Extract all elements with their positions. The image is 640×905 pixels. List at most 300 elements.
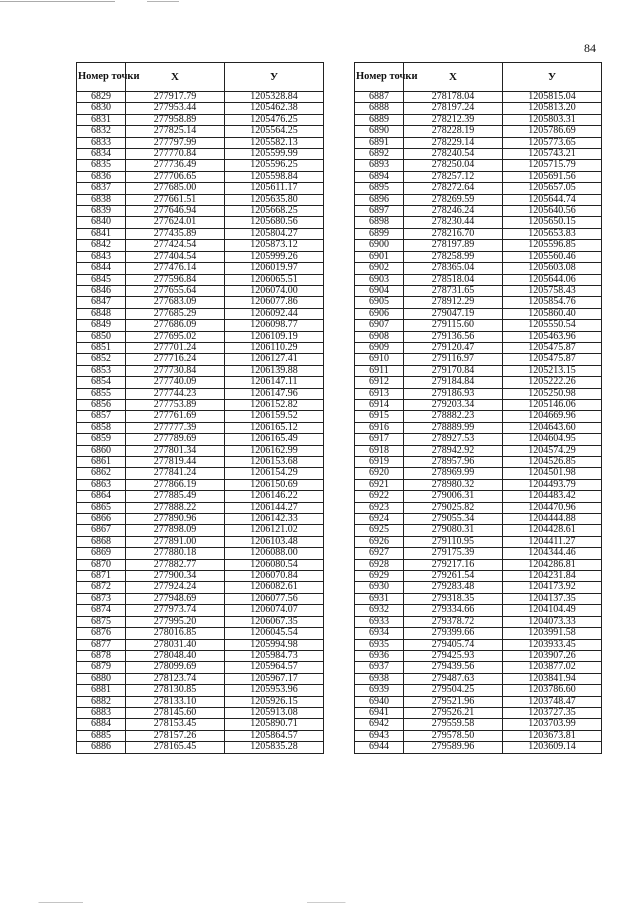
x-coordinate-cell: 279261.54 (404, 571, 503, 582)
y-coordinate-cell: 1205644.74 (503, 194, 602, 205)
table-row (77, 160, 324, 171)
x-coordinate-cell: 277958.89 (126, 114, 225, 125)
table-row (355, 308, 602, 319)
y-coordinate-cell: 1206159.52 (225, 411, 324, 422)
header-point-number: Номер точки (77, 63, 126, 92)
y-coordinate-cell: 1204104.49 (503, 605, 602, 616)
point-number-cell: 6899 (355, 228, 404, 239)
y-coordinate-cell: 1205463.96 (503, 331, 602, 342)
x-coordinate-cell: 278216.70 (404, 228, 503, 239)
y-coordinate-cell: 1205984.73 (225, 650, 324, 661)
point-number-cell: 6892 (355, 149, 404, 160)
point-number-cell: 6839 (77, 206, 126, 217)
point-number-cell: 6903 (355, 274, 404, 285)
table-row (77, 114, 324, 125)
x-coordinate-cell: 278197.24 (404, 103, 503, 114)
table-row (355, 365, 602, 376)
y-coordinate-cell: 1203727.35 (503, 707, 602, 718)
y-coordinate-cell: 1204428.61 (503, 525, 602, 536)
point-number-cell: 6937 (355, 662, 404, 673)
table-row (77, 388, 324, 399)
point-number-cell: 6856 (77, 399, 126, 410)
table-row (77, 673, 324, 684)
point-number-cell: 6921 (355, 479, 404, 490)
point-number-cell: 6915 (355, 411, 404, 422)
point-number-cell: 6933 (355, 616, 404, 627)
y-coordinate-cell: 1206074.00 (225, 285, 324, 296)
y-coordinate-cell: 1204231.84 (503, 571, 602, 582)
y-coordinate-cell: 1206070.84 (225, 571, 324, 582)
y-coordinate-cell: 1204574.29 (503, 445, 602, 456)
x-coordinate-cell: 278123.74 (126, 673, 225, 684)
x-coordinate-cell: 279405.74 (404, 639, 503, 650)
point-number-cell: 6935 (355, 639, 404, 650)
y-coordinate-cell: 1205599.99 (225, 149, 324, 160)
table-row (355, 149, 602, 160)
y-coordinate-cell: 1205994.98 (225, 639, 324, 650)
y-coordinate-cell: 1206092.44 (225, 308, 324, 319)
x-coordinate-cell: 278250.04 (404, 160, 503, 171)
table-row (77, 308, 324, 319)
x-coordinate-cell: 279504.25 (404, 685, 503, 696)
x-coordinate-cell: 278969.99 (404, 468, 503, 479)
table-row (77, 365, 324, 376)
y-coordinate-cell: 1205813.20 (503, 103, 602, 114)
x-coordinate-cell: 277770.84 (126, 149, 225, 160)
table-row (355, 399, 602, 410)
point-number-cell: 6916 (355, 422, 404, 433)
y-coordinate-cell: 1206077.86 (225, 297, 324, 308)
y-coordinate-cell: 1205926.15 (225, 696, 324, 707)
point-number-cell: 6939 (355, 685, 404, 696)
y-coordinate-cell: 1203609.14 (503, 742, 602, 753)
point-number-cell: 6898 (355, 217, 404, 228)
table-row (77, 285, 324, 296)
x-coordinate-cell: 279025.82 (404, 502, 503, 513)
y-coordinate-cell: 1205564.25 (225, 126, 324, 137)
point-number-cell: 6927 (355, 548, 404, 559)
y-coordinate-cell: 1205611.17 (225, 183, 324, 194)
x-coordinate-cell: 278133.10 (126, 696, 225, 707)
point-number-cell: 6835 (77, 160, 126, 171)
point-number-cell: 6849 (77, 320, 126, 331)
x-coordinate-cell: 277825.14 (126, 126, 225, 137)
point-number-cell: 6932 (355, 605, 404, 616)
table-row (77, 616, 324, 627)
y-coordinate-cell: 1205967.17 (225, 673, 324, 684)
point-number-cell: 6837 (77, 183, 126, 194)
x-coordinate-cell: 277801.34 (126, 445, 225, 456)
y-coordinate-cell: 1203877.02 (503, 662, 602, 673)
x-coordinate-cell: 278272.64 (404, 183, 503, 194)
table-row (355, 571, 602, 582)
table-row (355, 457, 602, 468)
point-number-cell: 6865 (77, 502, 126, 513)
point-number-cell: 6902 (355, 263, 404, 274)
table-row (77, 354, 324, 365)
x-coordinate-cell: 278031.40 (126, 639, 225, 650)
y-coordinate-cell: 1205854.76 (503, 297, 602, 308)
y-coordinate-cell: 1204173.92 (503, 582, 602, 593)
page-number: 84 (584, 41, 596, 55)
x-coordinate-cell: 277882.77 (126, 559, 225, 570)
table-row (355, 183, 602, 194)
table-row (355, 685, 602, 696)
x-coordinate-cell: 278230.44 (404, 217, 503, 228)
y-coordinate-cell: 1205864.57 (225, 730, 324, 741)
table-row (77, 514, 324, 525)
point-number-cell: 6928 (355, 559, 404, 570)
x-coordinate-cell: 277706.65 (126, 171, 225, 182)
y-coordinate-cell: 1205786.69 (503, 126, 602, 137)
point-number-cell: 6833 (77, 137, 126, 148)
x-coordinate-cell: 279399.66 (404, 628, 503, 639)
point-number-cell: 6885 (77, 730, 126, 741)
table-row (355, 662, 602, 673)
point-number-cell: 6901 (355, 251, 404, 262)
y-coordinate-cell: 1205476.25 (225, 114, 324, 125)
y-coordinate-cell: 1204137.35 (503, 593, 602, 604)
y-coordinate-cell: 1205603.08 (503, 263, 602, 274)
table-row (355, 514, 602, 525)
x-coordinate-cell: 279425.93 (404, 650, 503, 661)
x-coordinate-cell: 277777.39 (126, 422, 225, 433)
point-number-cell: 6854 (77, 377, 126, 388)
x-coordinate-cell: 278178.04 (404, 92, 503, 103)
x-coordinate-cell: 278912.29 (404, 297, 503, 308)
y-coordinate-cell: 1204526.85 (503, 457, 602, 468)
point-number-cell: 6931 (355, 593, 404, 604)
table-row (77, 479, 324, 490)
point-number-cell: 6836 (77, 171, 126, 182)
table-row (355, 92, 602, 103)
table-row (355, 206, 602, 217)
table-row (355, 502, 602, 513)
scan-edge-line (0, 1, 640, 2)
table-row (355, 342, 602, 353)
x-coordinate-cell: 279170.84 (404, 365, 503, 376)
table-row (77, 183, 324, 194)
y-coordinate-cell: 1206082.61 (225, 582, 324, 593)
point-number-cell: 6860 (77, 445, 126, 456)
y-coordinate-cell: 1205653.83 (503, 228, 602, 239)
x-coordinate-cell: 278365.04 (404, 263, 503, 274)
x-coordinate-cell: 279526.21 (404, 707, 503, 718)
x-coordinate-cell: 279136.56 (404, 331, 503, 342)
table-row (355, 639, 602, 650)
x-coordinate-cell: 278153.45 (126, 719, 225, 730)
table-row (77, 742, 324, 753)
x-coordinate-cell: 279318.35 (404, 593, 503, 604)
x-coordinate-cell: 277924.24 (126, 582, 225, 593)
x-coordinate-cell: 279589.96 (404, 742, 503, 753)
table-row (355, 650, 602, 661)
x-coordinate-cell: 278731.65 (404, 285, 503, 296)
y-coordinate-cell: 1205222.26 (503, 377, 602, 388)
x-coordinate-cell: 277819.44 (126, 457, 225, 468)
x-coordinate-cell: 277624.01 (126, 217, 225, 228)
table-row (355, 377, 602, 388)
y-coordinate-cell: 1206121.02 (225, 525, 324, 536)
point-number-cell: 6840 (77, 217, 126, 228)
x-coordinate-cell: 277736.49 (126, 160, 225, 171)
point-number-cell: 6863 (77, 479, 126, 490)
point-number-cell: 6875 (77, 616, 126, 627)
point-number-cell: 6918 (355, 445, 404, 456)
x-coordinate-cell: 277476.14 (126, 263, 225, 274)
y-coordinate-cell: 1204444.88 (503, 514, 602, 525)
point-number-cell: 6887 (355, 92, 404, 103)
point-number-cell: 6911 (355, 365, 404, 376)
point-number-cell: 6926 (355, 536, 404, 547)
table-row (355, 707, 602, 718)
y-coordinate-cell: 1206142.33 (225, 514, 324, 525)
table-row (355, 217, 602, 228)
table-row (77, 593, 324, 604)
point-number-cell: 6843 (77, 251, 126, 262)
y-coordinate-cell: 1205804.27 (225, 228, 324, 239)
y-coordinate-cell: 1203991.58 (503, 628, 602, 639)
table-row (77, 445, 324, 456)
table-row (77, 434, 324, 445)
table-row (355, 525, 602, 536)
point-number-cell: 6853 (77, 365, 126, 376)
point-number-cell: 6919 (355, 457, 404, 468)
x-coordinate-cell: 277797.99 (126, 137, 225, 148)
x-coordinate-cell: 277761.69 (126, 411, 225, 422)
x-coordinate-cell: 277885.49 (126, 491, 225, 502)
y-coordinate-cell: 1206154.29 (225, 468, 324, 479)
x-coordinate-cell: 278099.69 (126, 662, 225, 673)
point-number-cell: 6884 (77, 719, 126, 730)
table-row (77, 274, 324, 285)
y-coordinate-cell: 1205835.28 (225, 742, 324, 753)
table-row (355, 251, 602, 262)
x-coordinate-cell: 279578.50 (404, 730, 503, 741)
point-number-cell: 6842 (77, 240, 126, 251)
y-coordinate-cell: 1206150.69 (225, 479, 324, 490)
x-coordinate-cell: 277701.24 (126, 342, 225, 353)
table-row (77, 468, 324, 479)
table-header-row (355, 63, 602, 92)
x-coordinate-cell: 279378.72 (404, 616, 503, 627)
point-number-cell: 6904 (355, 285, 404, 296)
point-number-cell: 6850 (77, 331, 126, 342)
x-coordinate-cell: 279175.39 (404, 548, 503, 559)
x-coordinate-cell: 279487.63 (404, 673, 503, 684)
scan-edge-line-bottom (0, 902, 640, 903)
table-row (77, 251, 324, 262)
point-number-cell: 6831 (77, 114, 126, 125)
y-coordinate-cell: 1205475.87 (503, 342, 602, 353)
y-coordinate-cell: 1205644.06 (503, 274, 602, 285)
table-row (77, 171, 324, 182)
x-coordinate-cell: 277753.89 (126, 399, 225, 410)
point-number-cell: 6845 (77, 274, 126, 285)
table-row (355, 616, 602, 627)
table-row (355, 422, 602, 433)
table-row (355, 742, 602, 753)
point-number-cell: 6912 (355, 377, 404, 388)
point-number-cell: 6922 (355, 491, 404, 502)
table-row (355, 240, 602, 251)
table-row (355, 160, 602, 171)
x-coordinate-cell: 278257.12 (404, 171, 503, 182)
x-coordinate-cell: 279110.95 (404, 536, 503, 547)
x-coordinate-cell: 279283.48 (404, 582, 503, 593)
table-row (77, 320, 324, 331)
x-coordinate-cell: 277404.54 (126, 251, 225, 262)
x-coordinate-cell: 277661.51 (126, 194, 225, 205)
x-coordinate-cell: 279186.93 (404, 388, 503, 399)
x-coordinate-cell: 277917.79 (126, 92, 225, 103)
table-row (355, 274, 602, 285)
table-row (77, 719, 324, 730)
y-coordinate-cell: 1206088.00 (225, 548, 324, 559)
header-x: X (126, 63, 225, 92)
point-number-cell: 6867 (77, 525, 126, 536)
x-coordinate-cell: 277646.94 (126, 206, 225, 217)
table-row (77, 696, 324, 707)
table-row (77, 605, 324, 616)
x-coordinate-cell: 278927.53 (404, 434, 503, 445)
y-coordinate-cell: 1205640.56 (503, 206, 602, 217)
x-coordinate-cell: 277890.96 (126, 514, 225, 525)
table-row (355, 411, 602, 422)
y-coordinate-cell: 1205964.57 (225, 662, 324, 673)
table-row (355, 491, 602, 502)
y-coordinate-cell: 1205635.80 (225, 194, 324, 205)
table-row (77, 240, 324, 251)
table-row (355, 548, 602, 559)
point-number-cell: 6838 (77, 194, 126, 205)
y-coordinate-cell: 1206144.27 (225, 502, 324, 513)
y-coordinate-cell: 1204344.46 (503, 548, 602, 559)
x-coordinate-cell: 279047.19 (404, 308, 503, 319)
table-row (355, 388, 602, 399)
y-coordinate-cell: 1206019.97 (225, 263, 324, 274)
point-number-cell: 6868 (77, 536, 126, 547)
point-number-cell: 6871 (77, 571, 126, 582)
point-number-cell: 6880 (77, 673, 126, 684)
y-coordinate-cell: 1205475.87 (503, 354, 602, 365)
y-coordinate-cell: 1206147.96 (225, 388, 324, 399)
point-number-cell: 6913 (355, 388, 404, 399)
point-number-cell: 6832 (77, 126, 126, 137)
table-row (355, 479, 602, 490)
x-coordinate-cell: 278212.39 (404, 114, 503, 125)
table-row (77, 571, 324, 582)
point-number-cell: 6879 (77, 662, 126, 673)
x-coordinate-cell: 278229.14 (404, 137, 503, 148)
point-number-cell: 6886 (77, 742, 126, 753)
table-row (355, 696, 602, 707)
y-coordinate-cell: 1205598.84 (225, 171, 324, 182)
y-coordinate-cell: 1205803.31 (503, 114, 602, 125)
y-coordinate-cell: 1204411.27 (503, 536, 602, 547)
y-coordinate-cell: 1203933.45 (503, 639, 602, 650)
point-number-cell: 6895 (355, 183, 404, 194)
point-number-cell: 6936 (355, 650, 404, 661)
y-coordinate-cell: 1205680.56 (225, 217, 324, 228)
point-number-cell: 6861 (77, 457, 126, 468)
table-row (77, 331, 324, 342)
point-number-cell: 6900 (355, 240, 404, 251)
x-coordinate-cell: 277424.54 (126, 240, 225, 251)
x-coordinate-cell: 277740.09 (126, 377, 225, 388)
table-row (77, 491, 324, 502)
x-coordinate-cell: 278157.26 (126, 730, 225, 741)
x-coordinate-cell: 277744.23 (126, 388, 225, 399)
table-row (77, 149, 324, 160)
x-coordinate-cell: 278016.85 (126, 628, 225, 639)
point-number-cell: 6941 (355, 707, 404, 718)
y-coordinate-cell: 1206074.07 (225, 605, 324, 616)
point-number-cell: 6940 (355, 696, 404, 707)
table-row (355, 228, 602, 239)
point-number-cell: 6858 (77, 422, 126, 433)
x-coordinate-cell: 278145.60 (126, 707, 225, 718)
point-number-cell: 6869 (77, 548, 126, 559)
table-row (355, 445, 602, 456)
table-row (355, 730, 602, 741)
table-row (355, 331, 602, 342)
x-coordinate-cell: 278269.59 (404, 194, 503, 205)
table-row (355, 114, 602, 125)
coordinates-table-right (354, 62, 602, 754)
y-coordinate-cell: 1206080.54 (225, 559, 324, 570)
table-row (77, 707, 324, 718)
point-number-cell: 6934 (355, 628, 404, 639)
table-row (77, 559, 324, 570)
point-number-cell: 6852 (77, 354, 126, 365)
x-coordinate-cell: 277891.00 (126, 536, 225, 547)
y-coordinate-cell: 1206065.51 (225, 274, 324, 285)
point-number-cell: 6883 (77, 707, 126, 718)
point-number-cell: 6910 (355, 354, 404, 365)
x-coordinate-cell: 277716.24 (126, 354, 225, 365)
table-row (77, 411, 324, 422)
x-coordinate-cell: 279006.31 (404, 491, 503, 502)
point-number-cell: 6841 (77, 228, 126, 239)
table-row (77, 297, 324, 308)
point-number-cell: 6864 (77, 491, 126, 502)
x-coordinate-cell: 277953.44 (126, 103, 225, 114)
y-coordinate-cell: 1205773.65 (503, 137, 602, 148)
x-coordinate-cell: 279116.97 (404, 354, 503, 365)
y-coordinate-cell: 1203907.26 (503, 650, 602, 661)
point-number-cell: 6894 (355, 171, 404, 182)
table-row (77, 194, 324, 205)
table-row (77, 342, 324, 353)
x-coordinate-cell: 278518.04 (404, 274, 503, 285)
table-row (77, 457, 324, 468)
x-coordinate-cell: 279055.34 (404, 514, 503, 525)
y-coordinate-cell: 1205462.38 (225, 103, 324, 114)
x-coordinate-cell: 277841.24 (126, 468, 225, 479)
y-coordinate-cell: 1204669.96 (503, 411, 602, 422)
y-coordinate-cell: 1205668.25 (225, 206, 324, 217)
table-row (355, 628, 602, 639)
y-coordinate-cell: 1205860.40 (503, 308, 602, 319)
x-coordinate-cell: 278240.54 (404, 149, 503, 160)
table-row (77, 639, 324, 650)
x-coordinate-cell: 279439.56 (404, 662, 503, 673)
y-coordinate-cell: 1205743.21 (503, 149, 602, 160)
table-row (355, 434, 602, 445)
y-coordinate-cell: 1205213.15 (503, 365, 602, 376)
x-coordinate-cell: 277655.64 (126, 285, 225, 296)
